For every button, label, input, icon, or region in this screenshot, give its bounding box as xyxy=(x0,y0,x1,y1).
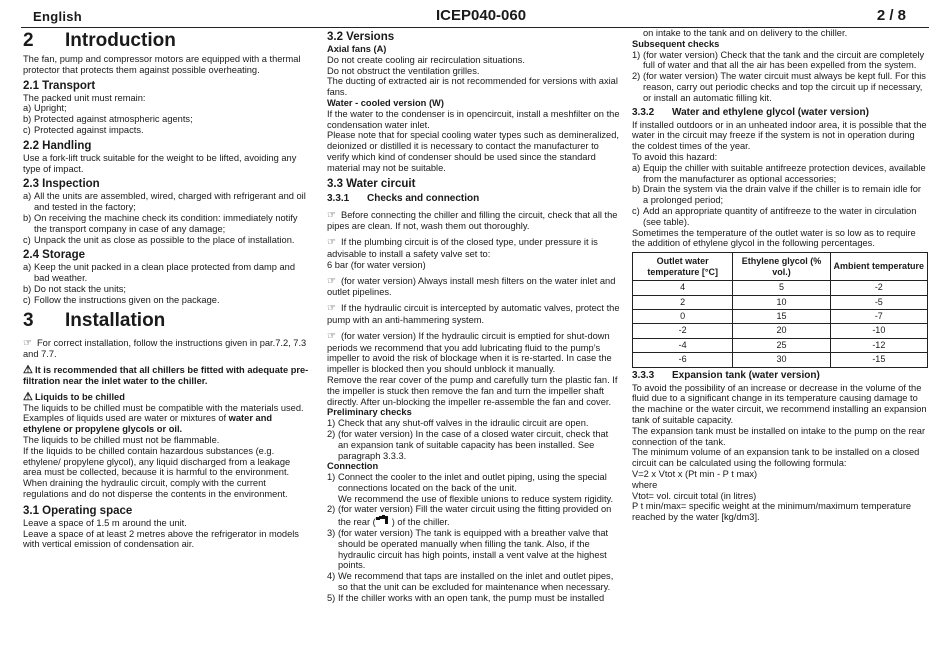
tank-text-pt: P t min/max= specific weight at the minimum/maximum temperature reached by the water [kg/dm3]. xyxy=(632,501,912,523)
water-tap-icon xyxy=(376,515,392,526)
list-item: 2) (for water version) In the case of a closed water circuit, check that an expansion tank of suitable capacity has been installed. See paragraph 3.3.3. xyxy=(327,428,609,461)
axial-text-3: The ducting of extracted air is not recommended for versions with axial fans. xyxy=(327,76,618,98)
table-header: Outlet water temperature [°C] xyxy=(633,253,733,281)
table-row: 0 15 -7 xyxy=(633,309,928,323)
subsequent-checks-title: Subsequent checks xyxy=(632,38,720,49)
tank-text-where: where xyxy=(632,479,658,490)
list-item: c) Add an appropriate quantity of antifreeze to the water in circulation (see table). xyxy=(632,205,917,227)
intro-text: The fan, pump and compressor motors are equipped with a thermal protector that protects them against possible overheating. xyxy=(23,54,301,75)
language-label: English xyxy=(33,9,83,24)
list-item: b) Do not stack the units; xyxy=(23,283,126,294)
table-row: -4 25 -12 xyxy=(633,338,928,352)
install-warning: ⚠ It is recommended that all chillers be fitted with adequate pre-filtration near the inlet water to the chiller. xyxy=(23,364,309,386)
note-2: ☞ If the plumbing circuit is of the closed type, under pressure it is advisable to install a safety valve set to: xyxy=(327,237,598,259)
section-introduction-title: 2 Introduction xyxy=(23,30,176,51)
list-item: 2) (for water version) The water circuit must always be kept full. For this reason, carry out periodic checks and top the circuit up if necessary, or install an automatic filling kit. xyxy=(632,71,926,103)
glycol-text-2: To avoid this hazard: xyxy=(632,151,718,162)
note-2b: 6 bar (for water version) xyxy=(327,259,426,270)
list-item: a) All the units are assembled, wired, charged with refrigerant and oil and tested in the factory; xyxy=(23,191,306,213)
pointing-hand-icon: ☞ xyxy=(23,337,32,349)
versions-title: 3.2 Versions xyxy=(327,31,395,43)
handling-title: 2.2 Handling xyxy=(23,139,92,152)
table-row: 2 10 -5 xyxy=(633,295,928,309)
preliminary-checks-title: Preliminary checks xyxy=(327,407,412,418)
list-item: a) Keep the unit packed in a clean place protected from damp and bad weather. xyxy=(23,262,295,284)
inspection-title: 2.3 Inspection xyxy=(23,178,100,191)
glycol-title: 3.3.2 Water and ethylene glycol (water version) xyxy=(632,106,869,118)
storage-title: 2.4 Storage xyxy=(23,249,85,262)
warning-triangle-icon: ⚠ xyxy=(23,364,33,377)
section-installation-title: 3 Installation xyxy=(23,309,166,331)
table-header: Ambient temperature xyxy=(830,253,927,281)
water-text-2: Please note that for special cooling water types such as demineralized, deionized or distilled it is necessary to contact the manufacturer to verify which kind of condenser should be used since the standard material may not be suitable. xyxy=(327,130,619,173)
checks-title: 3.3.1 Checks and connection xyxy=(327,192,480,204)
list-item: 1) Check that any shut-off valves in the idraulic circuit are open. xyxy=(327,418,589,429)
model-label: ICEP040-060 xyxy=(436,7,527,24)
list-item: a) Upright; xyxy=(23,103,67,114)
expansion-tank-title: 3.3.3 Expansion tank (water version) xyxy=(632,369,820,381)
liquids-text-2: The liquids to be chilled must not be flammable. xyxy=(23,434,220,445)
axial-text-1: Do not create cooling air recirculation situations. xyxy=(327,54,525,65)
warning-triangle-icon: ⚠ xyxy=(23,390,33,403)
glycol-text-3: Sometimes the temperature of the outlet water is so low as to require the addition of ethylene glycol in the following percentages. xyxy=(632,227,916,249)
water-circuit-title: 3.3 Water circuit xyxy=(327,177,416,190)
list-item: c) Protected against impacts. xyxy=(23,124,144,135)
pointing-hand-icon: ☞ xyxy=(327,275,336,287)
page-header xyxy=(0,0,950,28)
operating-text-2: Leave a space of at least 2 metres above the refrigerator in models with vertical emission of condensation air. xyxy=(23,528,299,550)
tank-formula: V=2 x Vtot x (Pt min - P t max) xyxy=(632,468,758,479)
liquids-text-3: If the liquids to be chilled contain hazardous substances (e.g. ethylene/ propylene glycol), any liquid discharged from a leakage area must be collected, because it is harmful to the environment. When draining the hydraulic circuit, comply with the current regulations and do not disperse the contents in the environment. xyxy=(23,445,291,499)
liquids-text-1: The liquids to be chilled must be compatible with the materials used. Examples of liquids used are water or mixtures of water and ethylene or propylene glycols or oil. xyxy=(23,402,304,435)
table-row: -6 30 -15 xyxy=(633,353,928,367)
tank-text-2: The expansion tank must be installed on intake to the pump on the rear connection of the tank. xyxy=(632,425,926,447)
operating-text-1: Leave a space of 1.5 m around the unit. xyxy=(23,517,187,528)
column-left xyxy=(23,30,310,550)
column-right xyxy=(632,28,928,523)
table-row: 4 5 -2 xyxy=(633,281,928,295)
operating-space-title: 3.1 Operating space xyxy=(23,504,133,517)
axial-text-2: Do not obstruct the ventilation grilles. xyxy=(327,65,480,76)
pointing-hand-icon: ☞ xyxy=(327,330,336,342)
list-item: 4) We recommend that taps are installed on the inlet and outlet pipes, so that the unit can be excluded for maintenance when necessary. xyxy=(327,571,614,593)
list-item: c) Unpack the unit as close as possible to the place of installation. xyxy=(23,234,295,245)
pointing-hand-icon: ☞ xyxy=(327,303,336,315)
liquids-title: ⚠ Liquids to be chilled xyxy=(23,390,125,403)
note-5: ☞ (for water version) If the hydraulic circuit is emptied for shut-down periods we recommend that you add lubricating fluid to the pump’s impeller to avoid the risk of blockage when it is re-started. In case the impeller is blocked then you should unblock it manually. xyxy=(327,330,612,375)
list-item: 1) (for water version) Check that the tank and the circuit are completely full of water and that all the air has been expelled from the system. xyxy=(632,49,925,71)
connection-continued: on intake to the tank and on delivery to the chiller. xyxy=(643,28,848,38)
glycol-table xyxy=(632,252,928,367)
install-note: ☞ For correct installation, follow the instructions given in par.7.2, 7.3 and 7.7. xyxy=(23,337,307,360)
list-item: 5) If the chiller works with an open tank, the pump must be installed xyxy=(327,592,605,603)
tank-text-vtot: Vtot= vol. circuit total (in litres) xyxy=(632,490,757,501)
glycol-text-1: If installed outdoors or in an unheated indoor area, it is possible that the water in the circuit may freeze if the system is not in operation during the coldest times of the year. xyxy=(632,119,927,152)
note-3: ☞ (for water version) Always install mesh filters on the water inlet and outlet pipelines. xyxy=(327,275,616,298)
connection-title: Connection xyxy=(327,461,379,472)
transport-title: 2.1 Transport xyxy=(23,79,96,92)
list-item: b) Drain the system via the drain valve if the chiller is to remain idle for a prolonged period; xyxy=(632,184,921,206)
note-1: ☞ Before connecting the chiller and filling the circuit, check that all the pipes are clean. If not, wash them out thoroughly. xyxy=(327,209,618,232)
water-cooled-title: Water - cooled version (W) xyxy=(327,97,444,108)
page-number: 2 / 8 xyxy=(876,7,906,24)
note-4: ☞ If the hydraulic circuit is intercepted by automatic valves, protect the pump with an anti-hammering system. xyxy=(327,303,620,325)
table-row: -2 20 -10 xyxy=(633,324,928,338)
note-5b: Remove the rear cover of the pump and carefully turn the plastic fan. If the impeller is stuck then remove the fan and turn the impeller shaft directly. After un-blocking the impeller re-assemble the fan and cover. xyxy=(327,374,618,407)
column-middle xyxy=(327,30,621,604)
handling-text: Use a fork-lift truck suitable for the weight to be lifted, avoiding any type of impact. xyxy=(23,152,297,174)
list-item: b) On receiving the machine check its condition: immediately notify the transport company in case of any damage; xyxy=(23,212,298,234)
list-item: b) Protected against atmospheric agents; xyxy=(23,114,193,125)
tank-text-1: To avoid the possibility of an increase or decrease in the volume of the fluid due to a significant change in its temperature causing damage to the machine or the water circuit, we recommend installing an expansion tank of suitable capacity. xyxy=(632,382,927,425)
water-text-1: If the water to the condenser is in opencircuit, install a meshfilter on the condensation water inlet. xyxy=(327,108,620,130)
list-item: c) Follow the instructions given on the package. xyxy=(23,294,220,305)
axial-fans-title: Axial fans (A) xyxy=(327,44,387,54)
table-header: Ethylene glycol (% vol.) xyxy=(733,253,830,281)
list-item: 1) Connect the cooler to the inlet and outlet piping, using the special connections located on the back of the unit. We recommend the use of flexible unions to reduce system rigidity. xyxy=(327,472,614,504)
list-item: 2) (for water version) Fill the water circuit using the fitting provided on the rear ( ) of the chiller. xyxy=(327,504,612,528)
pointing-hand-icon: ☞ xyxy=(327,237,336,249)
list-item: 3) (for water version) The tank is equipped with a breather valve that should be operated manually when filling the tank. Also, if the hydraulic circuit has high points, install a vent valve at the highest points. xyxy=(327,528,609,571)
transport-lead: The packed unit must remain: xyxy=(23,92,146,103)
pointing-hand-icon: ☞ xyxy=(327,209,336,221)
tank-text-3: The minimum volume of an expansion tank to be installed on a closed circuit can be calculated using the following formula: xyxy=(632,447,920,469)
list-item: a) Equip the chiller with suitable antifreeze protection devices, available from the manufacturer as optional accessories; xyxy=(632,162,926,184)
